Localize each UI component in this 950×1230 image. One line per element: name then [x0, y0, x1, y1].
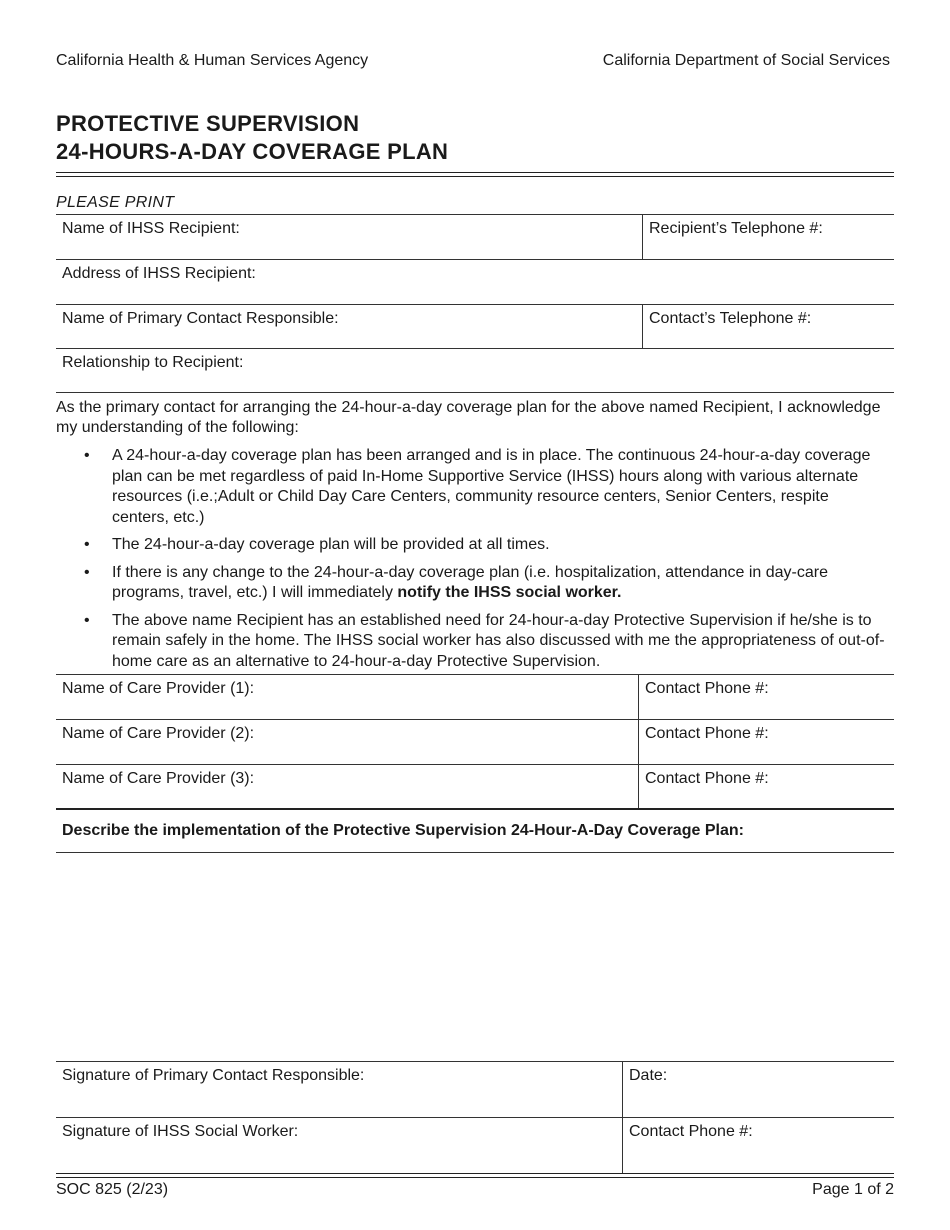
care-provider-section — [56, 674, 894, 809]
recipient-address-row — [56, 259, 894, 304]
care-provider-name-field[interactable] — [56, 720, 638, 764]
page-header — [56, 52, 890, 70]
acknowledgment-item — [56, 535, 890, 556]
acknowledgment-item — [56, 563, 890, 604]
acknowledgment-intro: As the primary contact for arranging the 24-hour-a-day coverage plan for the above named Recipient, I acknowledge my understanding of the following: — [56, 399, 881, 436]
bullet-icon: • — [84, 563, 90, 581]
relationship-label: Relationship to Recipient: — [62, 354, 244, 371]
primary-contact-label: Name of Primary Contact Responsible: — [62, 310, 339, 327]
relationship-row — [56, 348, 894, 393]
signature-date-field[interactable] — [622, 1062, 894, 1117]
acknowledgment-item — [56, 446, 890, 528]
primary-contact-row — [56, 304, 894, 348]
describe-implementation-label: Describe the implementation of the Protective Supervision 24-Hour-A-Day Coverage Plan: — [62, 822, 744, 839]
acknowledgment-list — [56, 446, 890, 679]
contact-telephone-label: Contact’s Telephone #: — [649, 310, 812, 327]
care-provider-phone-label: Contact Phone #: — [645, 725, 769, 742]
recipient-telephone-field[interactable] — [642, 215, 894, 259]
care-provider-name-field[interactable] — [56, 675, 638, 719]
social-worker-phone-field[interactable] — [622, 1118, 894, 1173]
form-title-line1: PROTECTIVE SUPERVISION — [56, 111, 360, 136]
acknowledgment-text: The above name Recipient has an established need for 24-hour-a-day Protective Supervision if he/she is to remain safely in the home. The IHSS social worker has also discussed with me the appropriateness of out-of-home care as an alternative to 24-hour-a-day Protective Supervision. — [112, 611, 885, 670]
form-number: SOC 825 (2/23) — [56, 1181, 169, 1198]
agency-name: California Health & Human Services Agency — [56, 52, 369, 69]
page-footer — [56, 1181, 894, 1199]
care-provider-phone-field[interactable] — [638, 720, 894, 764]
social-worker-signature-label: Signature of IHSS Social Worker: — [62, 1123, 299, 1140]
signature-date-label: Date: — [629, 1067, 668, 1084]
care-provider-row — [56, 764, 894, 809]
care-provider-row — [56, 719, 894, 764]
recipient-address-label: Address of IHSS Recipient: — [62, 265, 256, 282]
primary-contact-signature-field[interactable] — [56, 1062, 622, 1117]
title-divider — [56, 172, 894, 177]
care-provider-name-label: Name of Care Provider (2): — [62, 725, 255, 742]
form-title — [56, 110, 448, 166]
social-worker-signature-field[interactable] — [56, 1118, 622, 1173]
page-number: Page 1 of 2 — [812, 1181, 894, 1198]
acknowledgment-text: A 24-hour-a-day coverage plan has been arranged and is in place. The continuous 24-hour-a-day coverage plan can be met regardless of paid In-Home Supportive Service (IHSS) hours along with various alternate resources (i.e.;Adult or Child Day Care Centers, community resource centers, Senior Centers, respite centers, etc.) — [112, 447, 871, 526]
department-name: California Department of Social Services — [602, 52, 890, 69]
section-divider — [56, 808, 894, 810]
recipient-name-row — [56, 214, 894, 259]
recipient-name-field[interactable] — [56, 215, 642, 259]
signature-section — [56, 1061, 894, 1173]
acknowledgment-emphasis: notify the IHSS social worker. — [397, 584, 622, 601]
care-provider-phone-label: Contact Phone #: — [645, 680, 769, 697]
recipient-telephone-label: Recipient’s Telephone #: — [649, 220, 823, 237]
care-provider-name-field[interactable] — [56, 765, 638, 809]
footer-divider — [56, 1173, 894, 1178]
please-print-note: PLEASE PRINT — [56, 194, 175, 211]
recipient-name-label: Name of IHSS Recipient: — [62, 220, 240, 237]
contact-telephone-field[interactable] — [642, 305, 894, 348]
primary-contact-field[interactable] — [56, 305, 642, 348]
primary-contact-signature-label: Signature of Primary Contact Responsible: — [62, 1067, 365, 1084]
care-provider-phone-field[interactable] — [638, 765, 894, 809]
form-title-line2: 24-HOURS-A-DAY COVERAGE PLAN — [56, 139, 449, 164]
recipient-section — [56, 214, 894, 393]
acknowledgment-text: The 24-hour-a-day coverage plan will be provided at all times. — [112, 536, 550, 553]
acknowledgment-text: If there is any change to the 24-hour-a-day coverage plan (i.e. hospitalization, attendance in day-care programs, travel, etc.) I will immediately — [112, 563, 828, 601]
bullet-icon: • — [84, 447, 90, 464]
care-provider-phone-field[interactable] — [638, 675, 894, 719]
signature-row-social-worker — [56, 1117, 894, 1173]
signature-row-primary — [56, 1061, 894, 1117]
care-provider-name-label: Name of Care Provider (3): — [62, 770, 255, 787]
care-provider-row — [56, 674, 894, 719]
acknowledgment-item — [56, 611, 890, 673]
social-worker-phone-label: Contact Phone #: — [629, 1123, 753, 1140]
care-provider-phone-label: Contact Phone #: — [645, 770, 769, 787]
relationship-field[interactable] — [56, 349, 894, 392]
recipient-address-field[interactable] — [56, 260, 894, 304]
care-provider-name-label: Name of Care Provider (1): — [62, 680, 255, 697]
bullet-icon: • — [84, 611, 90, 629]
bullet-icon: • — [84, 536, 90, 553]
implementation-description-area[interactable] — [56, 853, 894, 1061]
